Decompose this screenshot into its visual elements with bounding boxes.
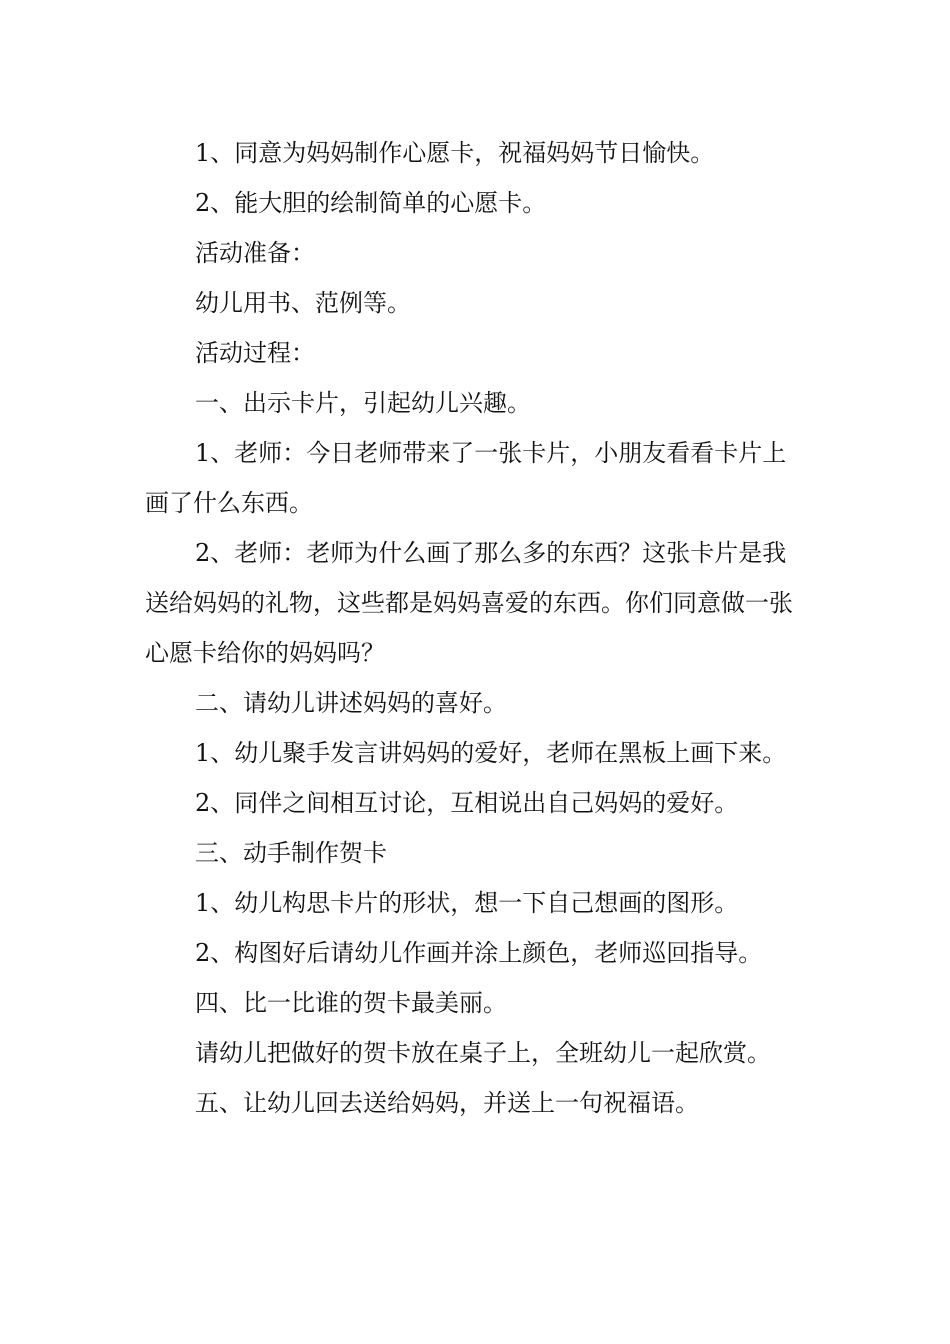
paragraph-goal-2: 2、能大胆的绘制简单的心愿卡。	[195, 189, 547, 217]
heading-preparation: 活动准备：	[195, 239, 315, 267]
step-4-heading: 四、比一比谁的贺卡最美丽。	[195, 989, 507, 1017]
step-4-item-1: 请幼儿把做好的贺卡放在桌子上，全班幼儿一起欣赏。	[195, 1039, 771, 1067]
step-3-item-2: 2、构图好后请幼儿作画并涂上颜色，老师巡回指导。	[195, 939, 763, 967]
step-2-item-1: 1、幼儿聚手发言讲妈妈的爱好，老师在黑板上画下来。	[195, 739, 787, 767]
document-body	[145, 128, 809, 1128]
step-1-item-1: 1、老师：今日老师带来了一张卡片，小朋友看看卡片上画了什么东西。	[145, 439, 787, 517]
step-1-item-2: 2、老师：老师为什么画了那么多的东西？这张卡片是我送给妈妈的礼物，这些都是妈妈喜爱的东西。你们同意做一张心愿卡给你的妈妈吗？	[145, 539, 793, 667]
step-3-item-1: 1、幼儿构思卡片的形状，想一下自己想画的图形。	[195, 889, 739, 917]
paragraph-materials: 幼儿用书、范例等。	[195, 289, 411, 317]
step-2-heading: 二、请幼儿讲述妈妈的喜好。	[195, 689, 507, 717]
step-3-heading: 三、动手制作贺卡	[195, 839, 387, 867]
step-5-heading: 五、让幼儿回去送给妈妈，并送上一句祝福语。	[195, 1089, 699, 1117]
heading-process: 活动过程：	[195, 339, 315, 367]
step-1-heading: 一、出示卡片，引起幼儿兴趣。	[195, 389, 531, 417]
step-2-item-2: 2、同伴之间相互讨论，互相说出自己妈妈的爱好。	[195, 789, 739, 817]
paragraph-goal-1: 1、同意为妈妈制作心愿卡，祝福妈妈节日愉快。	[195, 139, 715, 167]
